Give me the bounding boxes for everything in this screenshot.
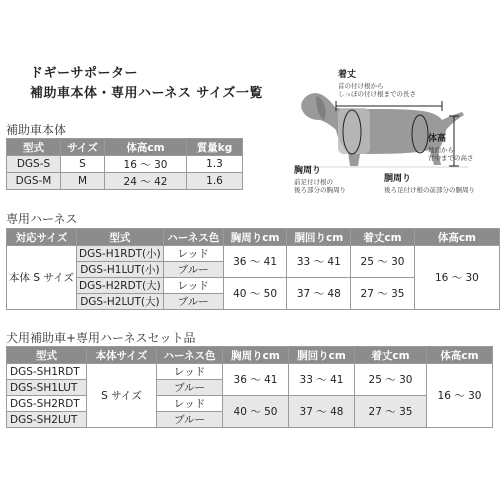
cell-waist: 33 〜 41 <box>289 364 355 396</box>
cell-body-size: S サイズ <box>87 364 157 428</box>
dog-measurement-diagram <box>288 70 488 200</box>
col-header-harness-color: ハーネス色 <box>157 347 223 364</box>
cell-chest: 40 〜 50 <box>223 278 287 310</box>
length-label: 着丈 <box>338 70 357 80</box>
chest-note-2: 後ろ部分の胸周り <box>294 186 346 194</box>
waist-label: 胴周り <box>384 174 412 184</box>
col-header-length: 着丈cm <box>351 229 415 246</box>
cell-model: DGS-SH2RDT <box>7 396 87 412</box>
cell-height: 16 〜 30 <box>427 364 493 428</box>
col-header-height: 体高cm <box>105 139 187 156</box>
col-header-weight: 質量kg <box>187 139 243 156</box>
cell-length: 27 〜 35 <box>355 396 427 428</box>
cell-size: S <box>61 156 105 173</box>
col-header-harness-color: ハーネス色 <box>163 229 223 246</box>
table-row <box>7 246 500 262</box>
cell-compatible-size: 本体 S サイズ <box>7 246 77 310</box>
page-title-line2: 補助車本体・専用ハーネス サイズ一覧 <box>30 86 263 101</box>
section-title-body: 補助車本体 <box>6 123 67 137</box>
harness-size-table <box>6 228 500 310</box>
cell-length: 25 〜 30 <box>355 364 427 396</box>
col-header-height: 体高cm <box>427 347 493 364</box>
col-header-model: 型式 <box>7 347 87 364</box>
table-row <box>7 364 493 380</box>
cell-model: DGS-H2RDT(大) <box>77 278 164 294</box>
cell-chest: 36 〜 41 <box>223 364 289 396</box>
cell-color: レッド <box>163 246 223 262</box>
cell-model: DGS-M <box>7 173 61 190</box>
cell-color: ブルー <box>157 380 223 396</box>
cell-model: DGS-SH1RDT <box>7 364 87 380</box>
cell-length: 27 〜 35 <box>351 278 415 310</box>
cell-model: DGS-H2LUT(大) <box>77 294 164 310</box>
cell-waist: 33 〜 41 <box>287 246 351 278</box>
cell-model: DGS-S <box>7 156 61 173</box>
table-row <box>7 396 493 412</box>
cell-waist: 37 〜 48 <box>289 396 355 428</box>
cell-height: 16 〜 30 <box>105 156 187 173</box>
col-header-chest: 胸周りcm <box>223 347 289 364</box>
cell-weight: 1.6 <box>187 173 243 190</box>
waist-note: 後ろ足付け根の前部分の胴周り <box>384 186 475 194</box>
cell-color: レッド <box>157 396 223 412</box>
cell-height: 24 〜 42 <box>105 173 187 190</box>
section-title-harness: 専用ハーネス <box>6 212 78 226</box>
cell-chest: 36 〜 41 <box>223 246 287 278</box>
cell-height: 16 〜 30 <box>414 246 499 310</box>
height-note-1: 地面から <box>428 146 454 154</box>
col-header-compatible-size: 対応サイズ <box>7 229 77 246</box>
cell-model: DGS-H1RDT(小) <box>77 246 164 262</box>
section-title-set: 犬用補助車+専用ハーネスセット品 <box>6 331 196 345</box>
chest-note-1: 前足付け根の <box>294 178 333 186</box>
cell-weight: 1.3 <box>187 156 243 173</box>
height-note-2: 背中までの高さ <box>428 154 474 162</box>
col-header-model: 型式 <box>77 229 164 246</box>
cell-color: レッド <box>157 364 223 380</box>
cell-color: ブルー <box>157 412 223 428</box>
col-header-chest: 胸周りcm <box>223 229 287 246</box>
cell-waist: 37 〜 48 <box>287 278 351 310</box>
cell-color: ブルー <box>163 294 223 310</box>
cell-model: DGS-SH1LUT <box>7 380 87 396</box>
table-row <box>7 156 243 173</box>
body-size-table <box>6 138 243 190</box>
height-label: 体高 <box>428 134 447 144</box>
page-title-line1: ドギーサポーター <box>30 66 139 81</box>
col-header-model: 型式 <box>7 139 61 156</box>
cell-model: DGS-H1LUT(小) <box>77 262 164 278</box>
set-size-table <box>6 346 493 428</box>
table-row <box>7 173 243 190</box>
col-header-waist: 胴回りcm <box>289 347 355 364</box>
col-header-length: 着丈cm <box>355 347 427 364</box>
col-header-waist: 胴回りcm <box>287 229 351 246</box>
length-note-2: しっぽの付け根までの長さ <box>338 90 416 98</box>
length-note-1: 首の付け根から <box>338 82 384 90</box>
cell-model: DGS-SH2LUT <box>7 412 87 428</box>
cell-length: 25 〜 30 <box>351 246 415 278</box>
col-header-height: 体高cm <box>414 229 499 246</box>
cell-chest: 40 〜 50 <box>223 396 289 428</box>
chest-label: 胸周り <box>294 166 322 176</box>
cell-size: M <box>61 173 105 190</box>
cell-color: ブルー <box>163 262 223 278</box>
col-header-body-size: 本体サイズ <box>87 347 157 364</box>
cell-color: レッド <box>163 278 223 294</box>
col-header-size: サイズ <box>61 139 105 156</box>
